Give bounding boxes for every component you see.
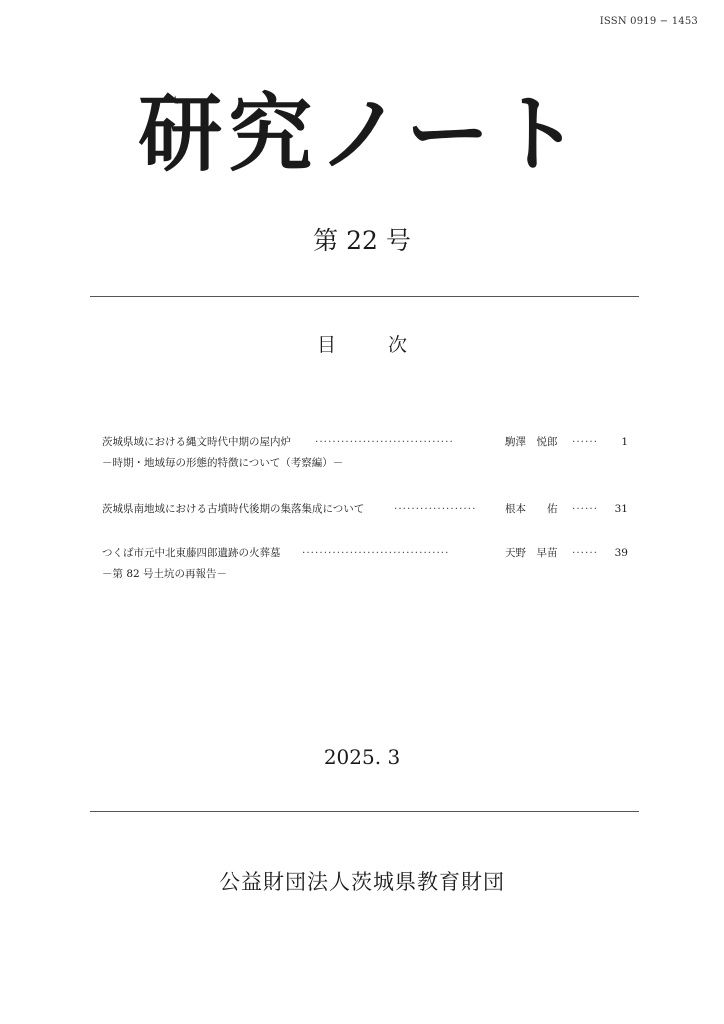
toc-entry-subtitle: －時期・地域毎の形態的特徴について（考察編）－ bbox=[102, 457, 344, 469]
toc-entry-page: 39 bbox=[614, 547, 628, 559]
toc-dot-leader: ······ bbox=[572, 436, 599, 448]
publisher-name: 公益財団法人茨城県教育財団 bbox=[219, 870, 505, 894]
toc-entry-page: 31 bbox=[614, 503, 628, 515]
toc-dot-leader: ······ bbox=[572, 503, 599, 515]
publication-title: 研究ノート bbox=[138, 84, 586, 183]
toc-entry-title: 茨城県南地域における古墳時代後期の集落集成について bbox=[102, 503, 365, 515]
top-divider bbox=[90, 296, 639, 297]
toc-dot-leader: ······ bbox=[572, 547, 599, 559]
issue-number: 第 22 号 bbox=[313, 226, 411, 255]
toc-entry-author: 根本 佑 bbox=[505, 503, 558, 515]
toc-entry-title: 茨城県域における縄文時代中期の屋内炉 bbox=[102, 436, 291, 448]
publication-date: 2025. 3 bbox=[323, 745, 401, 769]
toc-entry-author: 駒澤 悦郎 bbox=[505, 436, 558, 448]
toc-dot-leader: ·································· bbox=[302, 547, 450, 559]
toc-entry-page: 1 bbox=[621, 436, 628, 448]
issn-number: ISSN 0919 − 1453 bbox=[599, 16, 698, 27]
contents-heading: 目次 bbox=[316, 334, 459, 356]
bottom-divider bbox=[90, 811, 639, 812]
toc-dot-leader: ································ bbox=[315, 436, 454, 448]
toc-entry-title: つくば市元中北東藤四郎遺跡の火葬墓 bbox=[102, 547, 281, 559]
toc-entry-subtitle: －第 82 号土坑の再報告－ bbox=[102, 568, 228, 580]
toc-dot-leader: ··················· bbox=[394, 503, 477, 515]
toc-entry-author: 天野 早苗 bbox=[505, 547, 558, 559]
